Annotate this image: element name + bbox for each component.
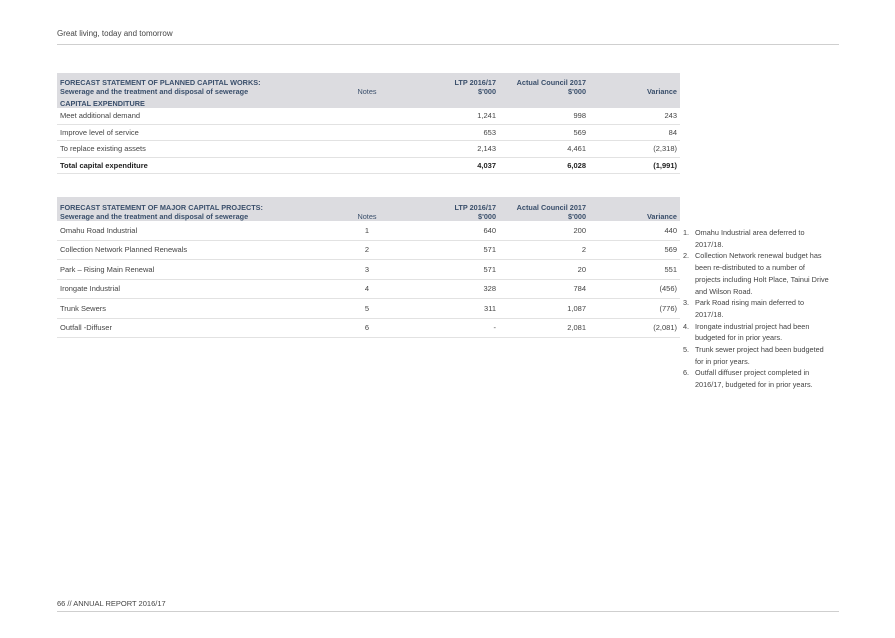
note-item [683,250,831,297]
row-ltp: - [407,318,499,338]
table-row [57,221,680,240]
table-row [57,260,680,280]
row-actual: 20 [499,260,589,280]
major-col-actual-line2: $'000 [568,212,586,221]
major-col-actual [499,197,589,221]
planned-title-line2: Sewerage and the treatment and disposal of sewerage [60,87,249,96]
row-note: 5 [327,299,407,319]
note-text: Omahu Industrial area deferred to 2017/18. [695,228,805,249]
major-col-variance: Variance [589,197,680,221]
row-actual: 200 [499,221,589,240]
planned-col-actual-line1: Actual Council 2017 [516,78,586,87]
table-row [57,279,680,299]
planned-col-notes: Notes [327,73,407,96]
major-col-ltp [407,197,499,221]
row-variance: 551 [589,260,680,280]
total-ltp: 4,037 [407,157,499,174]
major-col-ltp-line1: LTP 2016/17 [454,203,496,212]
planned-capital-works-table [57,73,680,174]
major-col-actual-line1: Actual Council 2017 [516,203,586,212]
note-number: 3. [683,298,690,308]
row-label: Park – Rising Main Renewal [57,260,327,280]
note-item [683,227,831,250]
note-text: Irongate industrial project had been budgeted for in prior years. [695,321,810,343]
planned-col-variance: Variance [589,73,680,96]
row-variance: 243 [589,108,680,124]
note-item [683,297,831,320]
note-number: 5. [683,345,690,355]
page-header: Great living, today and tomorrow [57,29,173,38]
capital-expenditure-heading: CAPITAL EXPENDITURE [57,96,327,108]
note-item [683,367,831,390]
row-actual: 2,081 [499,318,589,338]
table-row [57,299,680,319]
table-row [57,240,680,260]
note-number: 6. [683,368,690,378]
total-variance: (1,991) [589,157,680,174]
table-row [57,141,680,158]
row-ltp: 571 [407,240,499,260]
note-number: 2. [683,251,690,261]
note-text: Trunk sewer project had been budgeted for in prior years. [695,345,824,366]
row-actual: 569 [499,124,589,141]
row-note: 3 [327,260,407,280]
row-note: 1 [327,221,407,240]
row-actual: 998 [499,108,589,124]
row-label: Meet additional demand [57,108,327,124]
major-title-line2: Sewerage and the treatment and disposal of sewerage [60,212,249,221]
row-note: 2 [327,240,407,260]
row-actual: 4,461 [499,141,589,158]
row-ltp: 640 [407,221,499,240]
row-variance: 569 [589,240,680,260]
planned-col-ltp-line2: $'000 [478,87,496,96]
row-label: To replace existing assets [57,141,327,158]
row-actual: 784 [499,279,589,299]
row-ltp: 2,143 [407,141,499,158]
header-divider [57,44,839,45]
note-number: 4. [683,321,690,331]
row-ltp: 311 [407,299,499,319]
note-item [683,344,831,367]
planned-col-ltp [407,73,499,96]
row-label: Improve level of service [57,124,327,141]
row-actual: 2 [499,240,589,260]
row-label: Irongate Industrial [57,279,327,299]
note-text: Outfall diffuser project completed in 2016/17, budgeted for in prior years. [695,368,813,390]
major-title-line1: FORECAST STATEMENT OF MAJOR CAPITAL PROJECTS: [60,203,263,212]
total-actual: 6,028 [499,157,589,174]
row-label: Omahu Road Industrial [57,221,327,240]
row-variance: 84 [589,124,680,141]
row-label: Trunk Sewers [57,299,327,319]
total-row [57,157,680,174]
planned-col-actual [499,73,589,96]
total-label: Total capital expenditure [57,157,327,174]
row-ltp: 571 [407,260,499,280]
row-variance: 440 [589,221,680,240]
row-label: Collection Network Planned Renewals [57,240,327,260]
row-actual: 1,087 [499,299,589,319]
note-text: Park Road rising main deferred to 2017/18. [695,298,805,319]
planned-col-ltp-line1: LTP 2016/17 [454,78,496,87]
major-table-title [57,197,327,221]
note-number: 1. [683,228,690,237]
table-row [57,124,680,141]
row-ltp: 1,241 [407,108,499,124]
major-capital-projects-table [57,197,680,338]
row-ltp: 653 [407,124,499,141]
major-col-notes: Notes [327,197,407,221]
note-item [683,321,831,344]
planned-table-title [57,73,327,96]
row-variance: (2,081) [589,318,680,338]
planned-title-line1: FORECAST STATEMENT OF PLANNED CAPITAL WORKS: [60,78,261,87]
project-notes-list [683,227,831,391]
table-row [57,318,680,338]
row-label: Outfall -Diffuser [57,318,327,338]
footer-divider [57,611,839,612]
row-variance: (2,318) [589,141,680,158]
row-note: 4 [327,279,407,299]
row-variance: (776) [589,299,680,319]
row-ltp: 328 [407,279,499,299]
major-col-ltp-line2: $'000 [478,212,496,221]
planned-col-actual-line2: $'000 [568,87,586,96]
row-note: 6 [327,318,407,338]
page-footer: 66 // ANNUAL REPORT 2016/17 [57,599,166,608]
row-variance: (456) [589,279,680,299]
table-row [57,108,680,124]
note-text: Collection Network renewal budget has been re-distributed to a number of projects including Holt Place, Tainui Drive and Wilson Road. [695,251,829,296]
